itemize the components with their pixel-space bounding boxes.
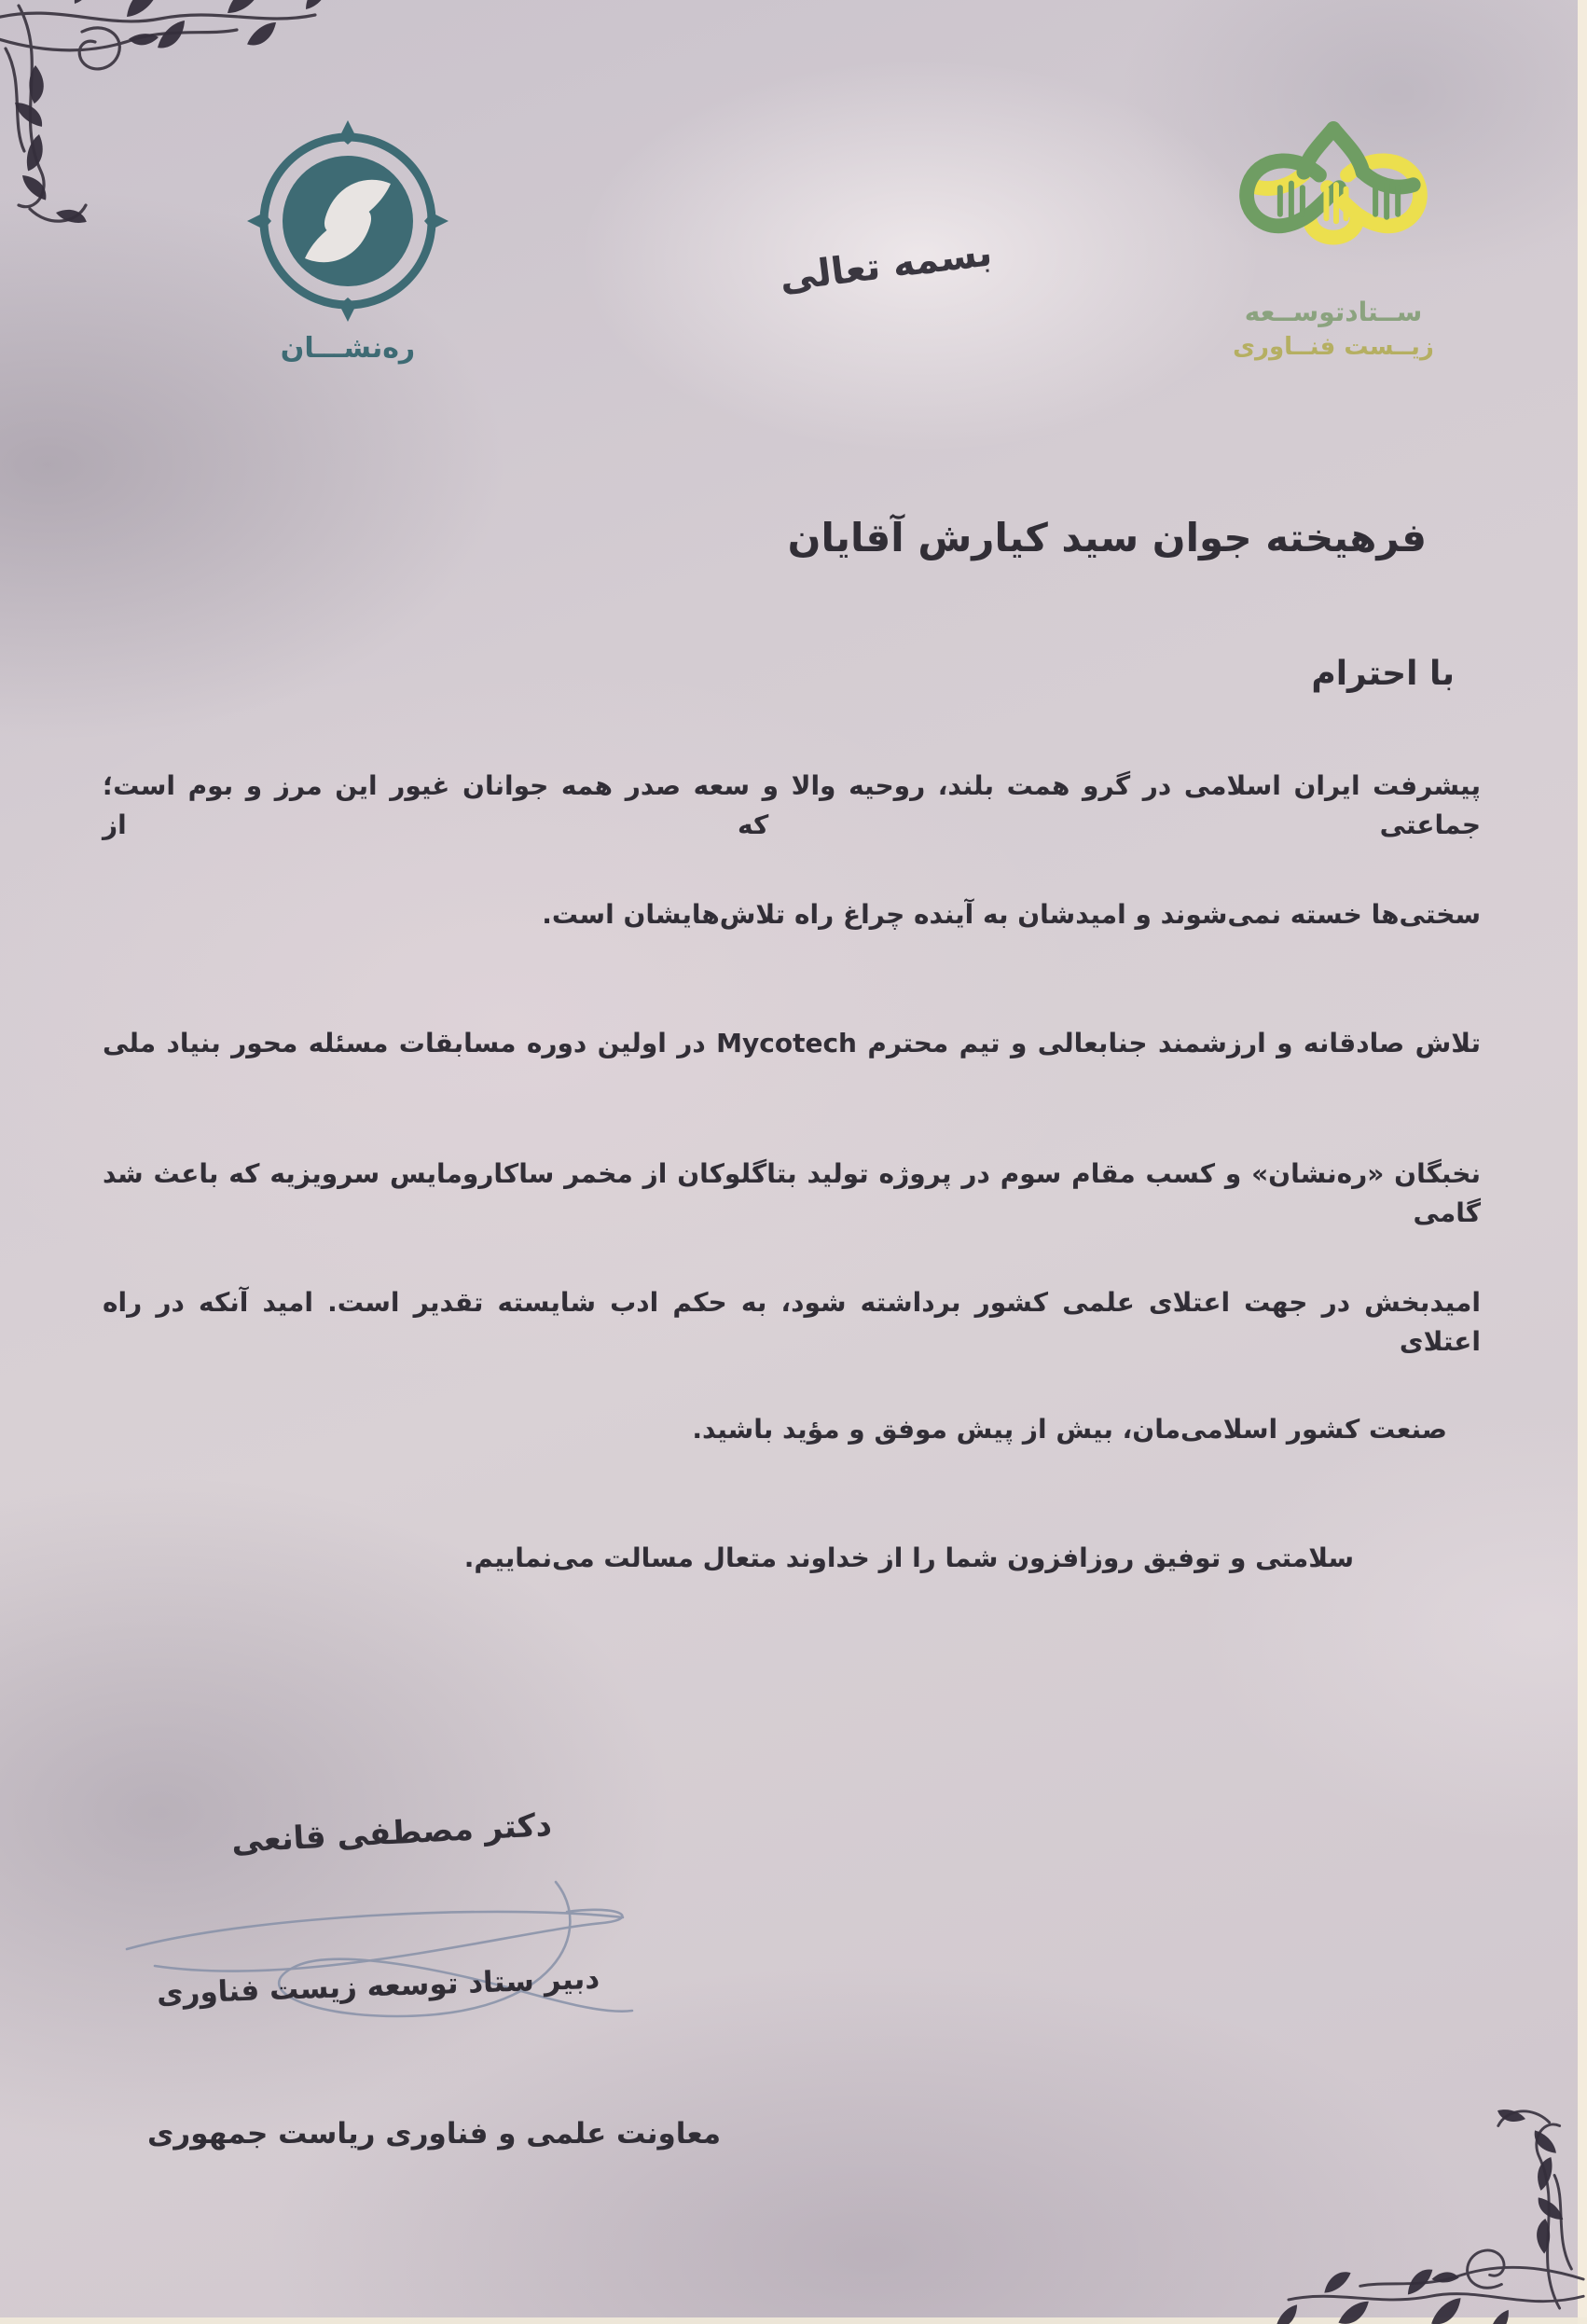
- letter-line: صنعت کشور اسلامی‌مان، بیش از پیش موفق و مؤید باشید.: [692, 1414, 1447, 1445]
- letter-line: پیشرفت ایران اسلامی در گرو همت بلند، روحیه والا و سعه صدر همه جوانان غیور این مرز و بوم است؛ جماعتی که از: [103, 770, 1481, 840]
- letter-line: سلامتی و توفیق روزافزون شما را از خداوند متعال مسالت می‌نماییم.: [463, 1542, 1354, 1573]
- salutation: فرهیخته جوان سید کیارش آقایان: [787, 515, 1427, 560]
- letter-line: سختی‌ها خسته نمی‌شوند و امیدشان به آینده چراغ راه تلاش‌هایشان است.: [542, 899, 1481, 930]
- letter-line: امیدبخش در جهت اعتلای علمی کشور برداشته شود، به حکم ادب شایسته تقدیر است. امید آنکه در راه اعتلای: [103, 1287, 1481, 1357]
- biotech-headquarters-logo: [1164, 118, 1503, 361]
- biotech-caption-line1: ســتادتوســعه: [1244, 297, 1423, 327]
- signature-name: دکتر مصطفی قانعی: [230, 1806, 553, 1861]
- floral-ornament-icon: [1268, 2016, 1585, 2324]
- greeting: با احترام: [1311, 655, 1455, 693]
- biotech-caption-line2: زیــست فنــاوری: [1233, 333, 1434, 361]
- rahneshan-logo: [244, 119, 451, 365]
- compass-swoosh-icon: [244, 119, 451, 323]
- signature-title-2: معاونت علمی و فناوری ریاست جمهوری: [147, 2117, 722, 2151]
- rahneshan-caption: ره‌نشـــان: [280, 332, 416, 365]
- handwritten-signature: [117, 1874, 645, 2044]
- letter-line: نخبگان «ره‌نشان» و کسب مقام سوم در پروژه تولید بتاگلوکان از مخمر ساکارومایس سرویزیه که باعث شد گامی: [103, 1158, 1481, 1228]
- letter-line: تلاش صادقانه و ارزشمند جنابعالی و تیم محترم Mycotech در اولین دوره مسابقات مسئله محور بنیاد ملی: [103, 1028, 1482, 1058]
- signature-title-1: دبیر ستاد توسعه زیست فناوری: [156, 1961, 600, 2012]
- bismillah-text: بسمه تعالی: [777, 231, 995, 300]
- photo-edge-right: [1578, 0, 1587, 2324]
- dna-ribbon-icon: [1175, 118, 1492, 293]
